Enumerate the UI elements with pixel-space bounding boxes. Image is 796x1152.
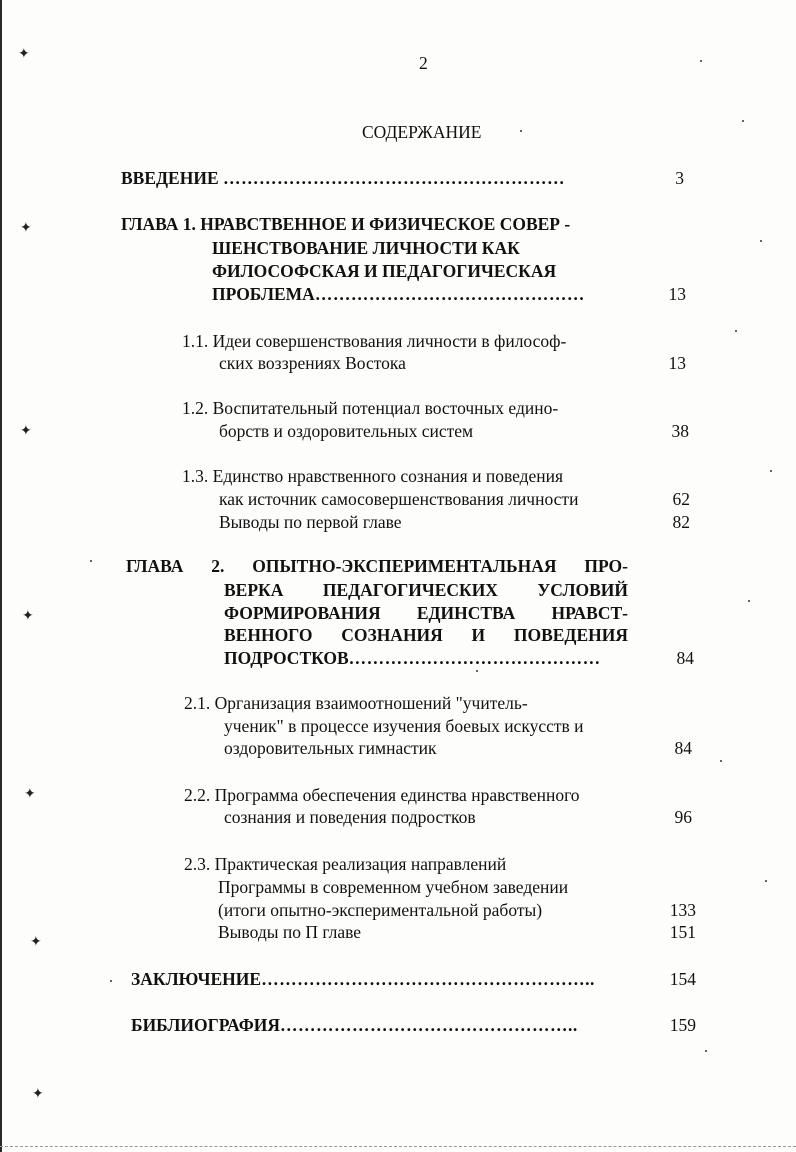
scan-edge bbox=[0, 0, 2, 1152]
chapter2-heading-line1 bbox=[126, 555, 628, 577]
leader-dots: ………………………………………………… bbox=[223, 168, 566, 188]
section-2-3-line1: 2.3. Практическая реализация направлений bbox=[184, 854, 507, 874]
leader-dots: ………………………………………….. bbox=[279, 1015, 578, 1035]
word: ВЕННОГО bbox=[224, 625, 313, 645]
scan-mark: ✦ bbox=[24, 787, 36, 802]
scan-speck bbox=[110, 980, 112, 982]
word: 2. bbox=[211, 556, 225, 576]
scan-mark: ✦ bbox=[30, 935, 42, 950]
word: ФОРМИРОВАНИЯ bbox=[224, 603, 381, 623]
scan-mark: ✦ bbox=[22, 609, 34, 624]
entry-label: ПОДРОСТКОВ bbox=[224, 648, 349, 668]
scan-speck bbox=[90, 560, 92, 562]
chapter1-conclusion: Выводы по первой главе bbox=[219, 512, 402, 532]
chapter1-heading-line2: ШЕНСТВОВАНИЕ ЛИЧНОСТИ КАК bbox=[212, 238, 520, 258]
chapter1-heading-line3: ФИЛОСОФСКАЯ И ПЕДАГОГИЧЕСКАЯ bbox=[212, 261, 557, 281]
section-2-3-line2: Программы в современном учебном заведении bbox=[218, 877, 569, 897]
toc-entry-bibliography bbox=[131, 1014, 578, 1036]
section-1-1-line1: 1.1. Идеи совершенствования личности в философ- bbox=[182, 331, 567, 351]
scan-mark: ✦ bbox=[32, 1087, 44, 1102]
scan-mark: ✦ bbox=[20, 221, 32, 236]
chapter2-heading-line2 bbox=[224, 579, 628, 601]
word: ГЛАВА bbox=[126, 556, 184, 576]
toc-entry-conclusion bbox=[131, 968, 595, 990]
scan-speck bbox=[735, 330, 737, 332]
page-ref: 3 bbox=[675, 168, 684, 188]
section-2-1-line3: оздоровительных гимнастик bbox=[224, 738, 437, 758]
section-1-3-line1: 1.3. Единство нравственного сознания и поведения bbox=[182, 466, 564, 486]
word: ПРО- bbox=[584, 556, 628, 576]
page-ref: 84 bbox=[674, 738, 692, 758]
scan-speck bbox=[770, 470, 772, 472]
leader-dots: …………………………………… bbox=[348, 648, 601, 668]
page-ref: 38 bbox=[671, 421, 689, 441]
entry-label: ПРОБЛЕМА bbox=[212, 284, 315, 304]
section-1-3-line2: как источник самосовершенствования личности bbox=[219, 489, 579, 509]
word: УСЛОВИЙ bbox=[537, 580, 628, 600]
scan-speck bbox=[705, 1050, 707, 1052]
scan-speck bbox=[520, 130, 522, 132]
section-1-1-line2: ских воззрениях Востока bbox=[219, 353, 406, 373]
entry-label: ВВЕДЕНИЕ bbox=[121, 168, 219, 188]
scan-edge bbox=[0, 1146, 796, 1148]
page-ref: 84 bbox=[676, 648, 694, 668]
section-1-2-line1: 1.2. Воспитательный потенциал восточных едино- bbox=[182, 398, 559, 418]
word: ПОВЕДЕНИЯ bbox=[513, 625, 628, 645]
page-number: 2 bbox=[419, 53, 428, 73]
chapter2-conclusion: Выводы по П главе bbox=[218, 922, 362, 942]
word: СОЗНАНИЯ bbox=[341, 625, 443, 645]
leader-dots: ……………………………………… bbox=[314, 284, 585, 304]
entry-label: ЗАКЛЮЧЕНИЕ bbox=[131, 969, 262, 989]
toc-title: СОДЕРЖАНИЕ bbox=[362, 122, 482, 142]
scan-speck bbox=[476, 670, 478, 672]
entry-label: БИБЛИОГРАФИЯ bbox=[131, 1015, 280, 1035]
toc-entry-introduction bbox=[121, 167, 565, 189]
page-ref: 159 bbox=[669, 1015, 696, 1035]
chapter2-heading-line4 bbox=[224, 624, 628, 646]
word: ВЕРКА bbox=[224, 580, 284, 600]
word: И bbox=[471, 625, 486, 645]
word: ОПЫТНО-ЭКСПЕРИМЕНТАЛЬНАЯ bbox=[252, 556, 557, 576]
chapter1-heading-line4 bbox=[212, 283, 585, 305]
scan-speck bbox=[700, 60, 702, 62]
word: ЕДИНСТВА bbox=[416, 603, 516, 623]
word: ПЕДАГОГИЧЕСКИХ bbox=[322, 580, 498, 600]
page-ref: 133 bbox=[669, 900, 696, 920]
scan-speck bbox=[748, 600, 750, 602]
section-2-2-line1: 2.2. Программа обеспечения единства нравственного bbox=[184, 785, 580, 805]
page-ref: 151 bbox=[669, 922, 696, 942]
section-1-2-line2: борств и оздоровительных систем bbox=[219, 421, 474, 441]
scan-speck bbox=[760, 240, 762, 242]
chapter2-heading-line3 bbox=[224, 602, 628, 624]
chapter2-heading-line5 bbox=[224, 647, 601, 669]
section-2-1-line2: ученик" в процессе изучения боевых искусств и bbox=[224, 716, 584, 736]
scan-speck bbox=[742, 120, 744, 122]
page-ref: 82 bbox=[672, 512, 690, 532]
section-2-3-line3: (итоги опытно-экспериментальной работы) bbox=[218, 900, 543, 920]
leader-dots: ……………………………………………….. bbox=[261, 969, 595, 989]
scan-mark: ✦ bbox=[20, 424, 32, 439]
chapter1-heading-line1: ГЛАВА 1. НРАВСТВЕННОЕ И ФИЗИЧЕСКОЕ СОВЕР - bbox=[121, 214, 571, 234]
section-2-1-line1: 2.1. Организация взаимоотношений "учитель- bbox=[184, 693, 528, 713]
page-ref: 13 bbox=[668, 284, 686, 304]
page-ref: 154 bbox=[669, 969, 696, 989]
page-ref: 96 bbox=[674, 807, 692, 827]
page-ref: 13 bbox=[668, 353, 686, 373]
scan-speck bbox=[720, 760, 722, 762]
word: НРАВСТ- bbox=[551, 603, 628, 623]
section-2-2-line2: сознания и поведения подростков bbox=[224, 807, 476, 827]
page-ref: 62 bbox=[672, 489, 690, 509]
scan-mark: ✦ bbox=[18, 47, 30, 62]
scan-speck bbox=[765, 880, 767, 882]
